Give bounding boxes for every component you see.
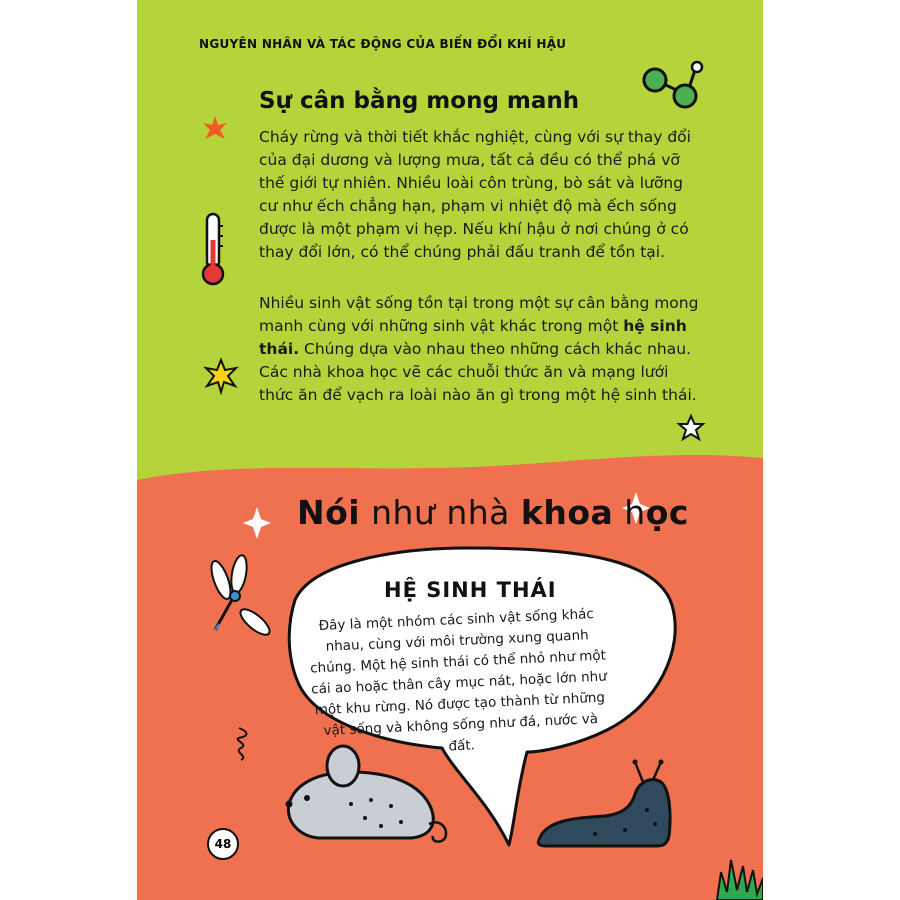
paragraph-1: Cháy rừng và thời tiết khắc nghiệt, cùng với sự thay đổi của đại dương và lượng mưa, tất cả đều có thể phá vỡ thế giới tự nhiên. Nhiều loài côn trùng, bò sát và lưỡng cư như ếch chẳng hạn, phạm vi nhiệt độ mà ếch sống được là một phạm vi hẹp. Nếu khí hậu ở nơi chúng ở có thay đổi lớn, có thể chúng phải đấu tranh để tồn tại. (259, 128, 691, 261)
page-number: 48 (207, 828, 239, 860)
running-head: NGUYÊN NHÂN VÀ TÁC ĐỘNG CỦA BIẾN ĐỔI KHÍ HẬU (199, 37, 567, 51)
ecosystem-term: hệ sinh thái. (259, 317, 687, 358)
banner-heading: Nói như nhà khoa học (297, 493, 689, 532)
definition-term: HỆ SINH THÁI (384, 578, 557, 602)
squiggle-icon (235, 726, 253, 766)
section-title: Sự cân bằng mong manh (259, 88, 580, 114)
dragonfly-icon (205, 556, 285, 646)
definition-text: Đây là một nhóm các sinh vật sống khác nhau, cùng với môi trường xung quanh chúng. Một hệ sinh thái có thể nhỏ như một cái ao hoặc thân cây mục nát, hoặc lớn như một khu rừng. Nó được tạo thành từ những vật sống và không sống như đá, nước và đất. (309, 606, 608, 755)
book-page (137, 0, 763, 900)
grass-icon (717, 852, 763, 900)
mouse-icon (281, 742, 461, 847)
slug-icon (535, 760, 675, 850)
paragraph-2: Nhiều sinh vật sống tồn tại trong một sự cân bằng mong manh cùng với những sinh vật khác trong một hệ sinh thái. Chúng dựa vào nhau theo những cách khác nhau. Các nhà khoa học vẽ các chuỗi thức ăn và mạng lưới thức ăn để vạch ra loài nào ăn gì trong một hệ sinh thái. (259, 294, 699, 404)
